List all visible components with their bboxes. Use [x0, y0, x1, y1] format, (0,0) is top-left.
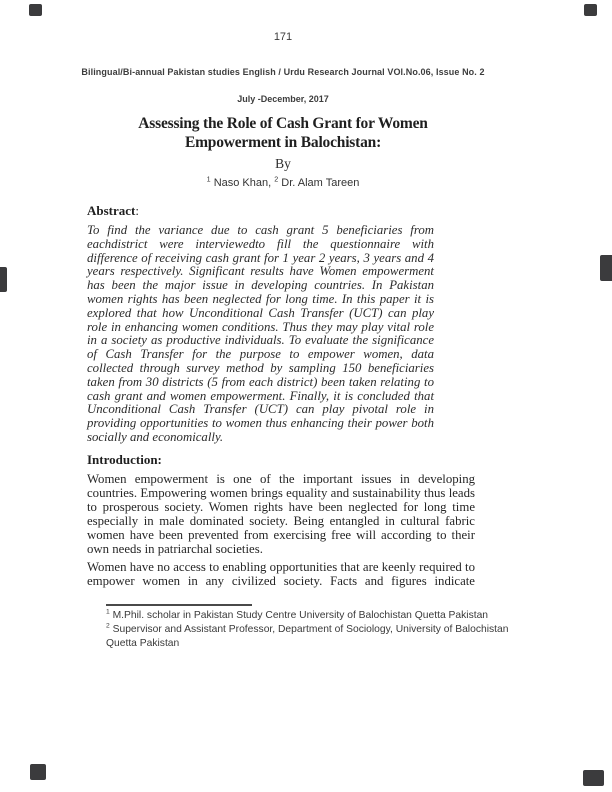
- footnote-1: [106, 609, 518, 623]
- article-title-line2: Empowerment in Balochistan:: [184, 134, 382, 151]
- scan-artifact-bottom-left: [30, 764, 46, 780]
- footnote-separator-rule: [106, 604, 252, 606]
- author1-name: Naso Khan,: [210, 177, 275, 189]
- scan-artifact-left-edge: [0, 267, 7, 292]
- footnote-2: [106, 623, 518, 651]
- byline: By: [275, 156, 291, 171]
- introduction-heading: Introduction:: [87, 452, 162, 467]
- journal-title-line: Bilingual/Bi-annual Pakistan studies English / Urdu Research Journal VOl.No.06, Issue No. 2: [81, 67, 485, 77]
- introduction-paragraph-2: Women have no access to enabling opportunities that are keenly required to empower women in any civilized society. Facts and figures indicate: [87, 560, 475, 588]
- article-title-line1: Assessing the Role of Cash Grant for Women: [138, 115, 428, 132]
- author1-footnote-ref: 1: [206, 175, 211, 184]
- author2-name: Dr. Alam Tareen: [278, 177, 360, 189]
- abstract-text: To find the variance due to cash grant 5 beneficiaries from eachdistrict were interviewedto fill the questionnaire with difference of receiving cash grant for 1 year 2 years, 3 years and 4 years respectively. Significant results have Women empowerment has been the major issue in developing countries. In Pakistan women rights has been neglected for long time. In this paper it is explored that how Unconditional Cash Transfer (UCT) can play role in enhancing women conditions. Thus they may play vital role in a society as productive individuals. To evaluate the significance of Cash Transfer for the purpose to empower women, data collected through survey method by sampling 150 beneficiaries taken from 30 districts (5 from each district) been taken relating to cash grant and women empowerment. Finally, it is concluded that Unconditional Cash Transfer (UCT) can play pivotal role in providing opportunities to women thus enhancing their power both socially and economically.: [87, 223, 434, 444]
- abstract-heading-word: Abstract: [87, 203, 136, 218]
- footnote-1-text: M.Phil. scholar in Pakistan Study Centre University of Balochistan Quetta Pakistan: [109, 610, 489, 621]
- authors-line: [0, 177, 566, 189]
- footnote-1-marker: 1: [106, 608, 110, 616]
- issue-date-line: July -December, 2017: [237, 94, 329, 104]
- footnotes-block: [106, 609, 518, 651]
- introduction-paragraph-1: Women empowerment is one of the important issues in developing countries. Empowering women brings equality and sustainability thus leads to prosperous society. Women rights have been neglected for long time especially in male dominated society. Being entangled in cultural fabric women have been prevented from exercising free will according to their own needs in patriarchal societies.: [87, 472, 475, 556]
- page-number: 171: [273, 31, 293, 43]
- scan-artifact-bottom-right: [583, 770, 604, 786]
- article-title: [0, 114, 566, 152]
- scan-artifact-top-left: [29, 4, 42, 16]
- author2-footnote-ref: 2: [274, 175, 279, 184]
- footnote-2-marker: 2: [106, 622, 110, 630]
- scan-artifact-right-edge: [600, 255, 612, 281]
- footnote-2-text: Supervisor and Assistant Professor, Department of Sociology, University of Balochistan Quetta Pakistan: [106, 624, 509, 649]
- scan-artifact-top-right: [584, 4, 597, 16]
- abstract-heading-colon: :: [135, 203, 140, 218]
- abstract-heading: [87, 203, 139, 219]
